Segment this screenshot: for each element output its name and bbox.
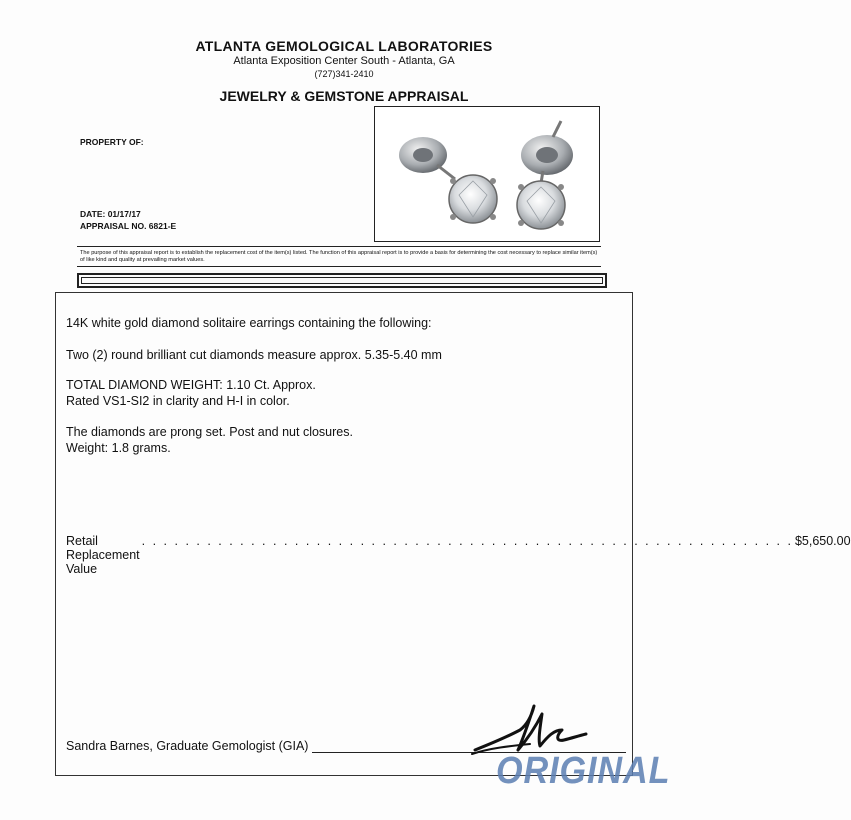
right-earring-nut [521, 121, 573, 175]
property-of-label: PROPERTY OF: [80, 137, 144, 147]
description-line-3: TOTAL DIAMOND WEIGHT: 1.10 Ct. Approx. [66, 378, 316, 392]
retail-value-row [66, 534, 851, 576]
decorative-strip [77, 273, 607, 288]
appraisal-number: APPRAISAL NO. 6821-E [80, 221, 177, 231]
signer-name: Sandra Barnes, Graduate Gemologist (GIA) [66, 739, 309, 753]
retail-value-leader: . . . . . . . . . . . . . . . . . . . . . . . . . . . . . . . . . . . . . . . . . . . . . . . . . . . . . . . . . . . . [141, 534, 793, 548]
purpose-top-rule [77, 246, 601, 247]
purpose-bottom-rule [77, 266, 601, 267]
description-line-5: The diamonds are prong set. Post and nut closures. [66, 425, 353, 439]
lab-address: Atlanta Exposition Center South - Atlanta, GA [233, 55, 455, 67]
description-line-4: Rated VS1-SI2 in clarity and H-I in color. [66, 394, 290, 408]
left-earring-diamond [449, 175, 497, 223]
diamond-earrings-image [375, 107, 599, 241]
description-line-1: 14K white gold diamond solitaire earrings containing the following: [66, 316, 432, 330]
earrings-photo [374, 106, 600, 242]
document-title: JEWELRY & GEMSTONE APPRAISAL [219, 88, 469, 104]
appraisal-date: DATE: 01/17/17 [80, 209, 141, 219]
description-line-2: Two (2) round brilliant cut diamonds measure approx. 5.35-5.40 mm [66, 348, 442, 362]
lab-phone: (727)341-2410 [314, 69, 374, 79]
retail-value-label: Retail Replacement Value [66, 534, 140, 576]
lab-name: ATLANTA GEMOLOGICAL LABORATORIES [195, 38, 493, 54]
right-earring-diamond [517, 181, 565, 229]
appraisal-purpose-text: The purpose of this appraisal report is to establish the replacement cost of the item(s) listed. The function of this appraisal report is to provide a basis for determining the cost necessary to replace similar item(s) of like kind and quality at prevailing market values. [80, 250, 598, 263]
retail-value-amount: $5,650.00 [794, 534, 851, 548]
description-line-6: Weight: 1.8 grams. [66, 441, 171, 455]
original-stamp: ORIGINAL [496, 750, 671, 792]
